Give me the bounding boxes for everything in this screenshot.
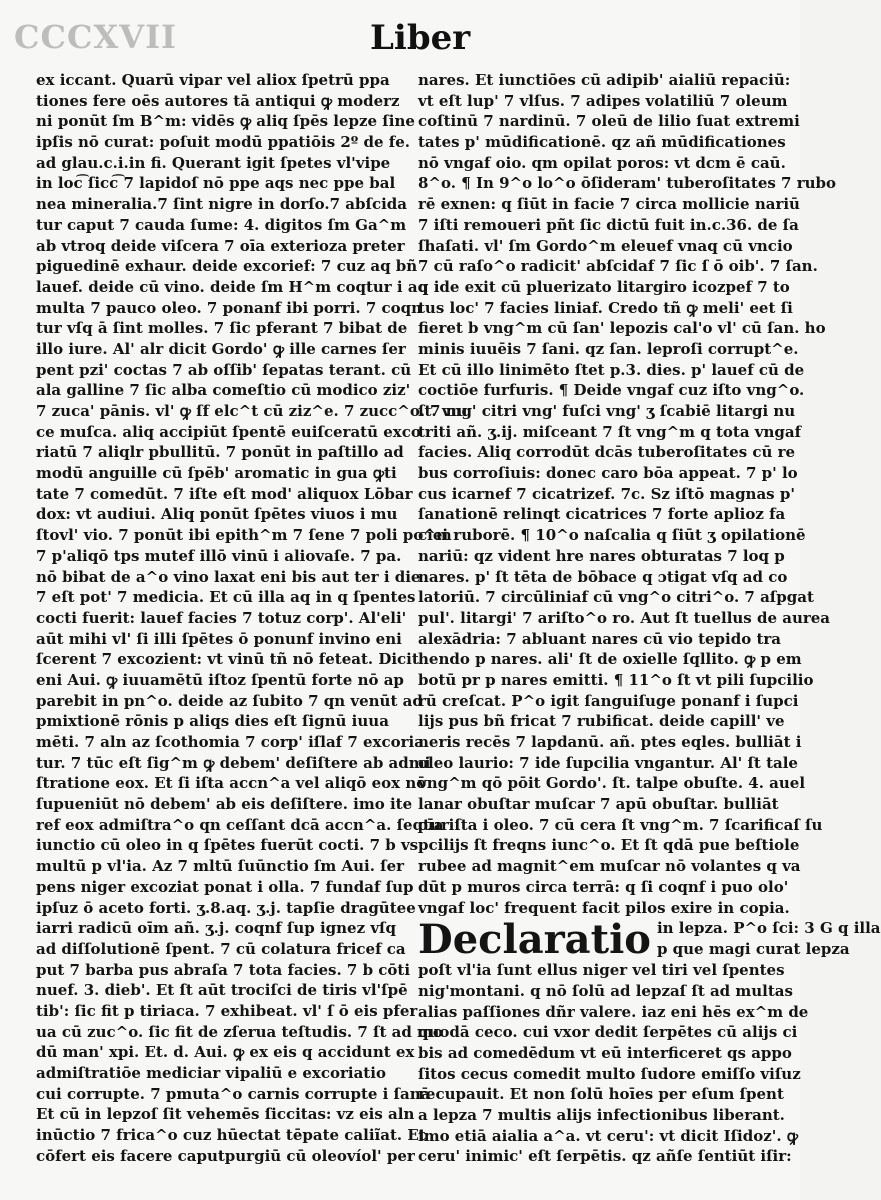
text-line: pent pzi' coctas 7 ab oſſib' ſepatas terant. cū <box>36 360 412 379</box>
text-line: coſtinū 7 nardinū. 7 oleū de lilio ſuat extremi <box>418 112 800 131</box>
text-line: pens niger excoziat ponat i olla. 7 fundaf ſup <box>36 877 414 896</box>
text-line: vng^m qō pōit Gordo'. ſt. talpe obuſte. 4. auel <box>418 774 806 793</box>
text-line: vt eſt lup' 7 vlſus. 7 adipes volatiliū 7 oleum <box>418 91 788 110</box>
text-line: ſhaſati. vl' ſm Gordo^m eleuef vnaq cū vncio <box>418 236 793 255</box>
text-line: nea mineralia.7 ſint nigre in dorſo.7 abſcida <box>36 195 407 214</box>
text-line: dūt p muros circa terrā: q ſi coqnf i puo olo' <box>418 877 789 896</box>
text-line: dox: vt audiui. Aliq ponūt ſpētes viuos i mu <box>36 505 398 524</box>
text-line: tate 7 comedūt. 7 iſte eſt mod' aliquox Lōbar <box>36 484 413 503</box>
text-line: ad glau.c.i.in fi. Querant igit ſpetes vl'vipe <box>36 153 391 172</box>
text-line: lanar obuſtar muſcar 7 apū obuſtar. bulliāt <box>418 795 779 814</box>
text-line: bus corroſiuis: donec caro bōa appeat. 7 p' lo <box>418 464 798 483</box>
right-column-bottom-text <box>418 960 809 1167</box>
text-line: rū creſcat. P^o igit ſanguiſuge ponanf i ſupci <box>418 691 799 710</box>
text-line: ciei ruborē. ¶ 10^o naſcalia q ſiūt ʒ opilationē <box>418 526 806 545</box>
text-line: ſupueniūt nō debem' ab eis deſiſtere. imo ite <box>36 795 413 814</box>
text-line: bis ad comedēdum vt eū interficeret qs appo <box>418 1043 792 1062</box>
text-line: cus icarnef 7 cicatrizef. 7c. Sz iſtō magnas p' <box>418 484 795 503</box>
text-line: rubee ad magnit^em muſcar nō volantes q va <box>418 857 801 876</box>
text-line: 7 iſti remoueri pñt ſic dictū fuit in.c.36. de ſa <box>418 215 799 234</box>
heading-tail-line: p que magi curat lepza <box>656 939 850 958</box>
text-line: imo etiā aialia a^a. vt ceru': vt dicit Iſidoz'. ꝙ <box>418 1126 799 1145</box>
text-line: alias paſſiones dñr valere. iaz eni hēs ex^m de <box>418 1002 809 1021</box>
text-line: cui corrupte. 7 pmuta^o carnis corrupte i ſanā <box>36 1084 431 1103</box>
text-line: 7 p'aliqō tps mutef illō vinū i aliovaſe. 7 pa. <box>36 546 402 565</box>
running-head: Liber <box>370 18 471 58</box>
text-line: put 7 barba pus abraſa 7 tota facies. 7 b cōti <box>36 960 411 979</box>
text-line: neris recēs 7 lapdanū. añ. ptes eqles. bulliāt i <box>418 733 802 751</box>
text-line: ad diſſolutionē ſpent. 7 cū colatura fricef ca <box>36 939 406 958</box>
text-line: eni Aui. ꝙ iuuamētū iſtoz ſpentū forte nō ap <box>36 670 404 689</box>
text-line: in loc͡ ſicc͡ 7 lapidoſ nō ppe aqs nec ppe bal <box>36 174 396 193</box>
section-heading-block <box>418 916 881 964</box>
text-line: nuef. 3. dieb'. Et ſt aūt trociſci de tiris vl'ſpē <box>36 981 408 1000</box>
text-line: modū anguille cū ſpēb' aromatic in gua ꝙti <box>36 464 397 483</box>
right-column-top-text <box>418 70 837 918</box>
text-line: ſt. vng' citri vng' fuſci vng' ʒ ſcabiē litargi nu <box>418 402 796 420</box>
text-line: parebit in pn^o. deide az ſubito 7 qn venūt ad <box>36 691 423 710</box>
text-line: admiſtratiōe mediciar vipaliū e excoriatio <box>36 1064 386 1082</box>
text-line: Et cū in lepzoſ ſit vehemēs ſiccitas: vz eis aln <box>36 1105 415 1124</box>
text-line: ce muſca. aliq accipiūt ſpentē euiſceratū exco <box>36 422 421 441</box>
text-line: piguedinē exhaur. deide excorief: 7 cuz aq bñ <box>36 257 418 276</box>
text-line: nō vngaf oio. qm opilat poros: vt dcm ē caū. <box>418 153 786 172</box>
text-line: tib': ſic fit p tiriaca. 7 exhibeat. vl' ſ ō eis pfer <box>36 1001 418 1020</box>
text-line: ſcerent 7 excozient: vt vinū tñ nō feteat. Dicit <box>36 650 419 669</box>
text-line: recupauit. Et non ſolū hoīes per eſum ſpent <box>418 1085 784 1104</box>
text-line: nariū: qz vident hre nares obturatas 7 loq p <box>418 546 785 565</box>
text-line: cōfert eis facere caputpurgiū cū oleovíol' per <box>36 1146 415 1165</box>
text-line: tur. 7 tūc eſt ſig^m ꝙ debem' deſiſtere ab admi <box>36 753 431 772</box>
heading-tail-lines <box>651 918 881 959</box>
text-line: Et cū illo linimēto ſtet p.3. dies. p' lauef cū de <box>418 360 805 379</box>
text-line: botū pr p nares emitti. ¶ 11^o ſt vt pili ſupcilio <box>418 670 814 689</box>
text-line: illo iure. Al' alr dicit Gordo' ꝙ ille carnes ſer <box>36 339 406 358</box>
text-line: minis iuuēis 7 ſani. qz ſan. leproſi corrupt^e. <box>418 339 799 358</box>
text-line: ua cū zuc^o. ſic fit de zſerua teſtudis. 7 ſt ad mo <box>36 1022 443 1041</box>
text-line: mēti. 7 aln az ſcothomia 7 corp' iſlaf 7 excoria <box>36 733 424 751</box>
left-text-column <box>36 70 468 1166</box>
text-line: poſt vl'ia ſunt ellus niger vel tiri vel ſpentes <box>418 961 785 980</box>
text-line: ala galline 7 ſic alba comeſtio cū modico ziz' <box>36 381 411 400</box>
text-line: aūt mihi vl' ſi illi ſpētes ō ponunf invino eni <box>36 629 402 648</box>
text-line: ipſis nō curat: poſuit modū ppatiōis 2º de fe. <box>36 133 411 152</box>
text-line: pul'. litargi' 7 ariſto^o ro. Aut ſt tuellus de aurea <box>418 608 831 627</box>
text-line: dū man' xpi. Et. d. Aui. ꝙ ex eis q accidunt ex <box>36 1043 415 1062</box>
text-line: ni ponūt ſm B^m: vidēs ꝙ aliq ſpēs lepze ſine <box>36 112 415 131</box>
text-line: nig'montani. q nō ſolū ad lepzaſ ſt ad multas <box>418 981 793 1000</box>
text-line: tur vſq ā ſint molles. 7 ſic pferant 7 bibat de <box>36 319 408 338</box>
text-line: pcilijs ſt freqns iunc^o. Et ſt qdā pue beſtiole <box>418 836 800 855</box>
text-line: multa 7 pauco oleo. 7 ponanf ibi porri. 7 coqn <box>36 298 423 317</box>
text-line: ſtovl' vio. 7 ponūt ibi epith^m 7 ſene 7 poli po^m <box>36 526 452 545</box>
text-line: lijs pus bñ fricat 7 rubificat. deide capill' ve <box>418 712 785 731</box>
text-line: cocti fuerit: lauef facies 7 totuz corp'. Al'eli' <box>36 608 407 627</box>
text-line: multū p vl'ia. Az 7 mltū ſuūnctio ſm Aui. ſer <box>36 857 405 876</box>
text-line: tates p' mūdificationē. qz añ mūdificationes <box>418 133 786 152</box>
text-line: iunctio cū oleo in q ſpētes fuerūt cocti. 7 b vs <box>36 836 419 855</box>
heading-tail-line: in lepza. P^o ſci: 3 G q illa <box>656 919 881 938</box>
text-line: 7 zuca' pānis. vl' ꝙ ſf elc^t cū ziz^e. 7 zucc^o. 7 nu <box>36 402 468 420</box>
text-line: riatū 7 aliqlr pbullitū. 7 ponūt in paſtillo ad <box>36 443 404 462</box>
text-line: rē exnen: q ſiūt in facie 7 circa mollicie nariū <box>418 195 800 214</box>
text-line: pmixtionē rōnis p aliqs dies eſt ſignū iuua <box>36 712 389 731</box>
text-line: ipſuz ō aceto forti. ʒ.8.aq. ʒ.j. tapſie dragūtee <box>36 898 416 917</box>
text-line: coctiōe furfuris. ¶ Deide vngaf cuz iſto vng^o. <box>418 381 805 400</box>
text-line: ex iccant. Quarū vipar vel aliox ſpetrū ppa <box>36 71 390 89</box>
text-line: alexādria: 7 abluant nares cū vio tepido tra <box>418 629 782 648</box>
text-line: latoriū. 7 circūliniaf cū vng^o citri^o. 7 aſpgat <box>418 588 814 607</box>
text-line: oleo laurio: 7 ide ſupcilia vngantur. Al' ſt tale <box>418 753 798 772</box>
section-heading: Declaratio <box>418 916 651 964</box>
right-text-column <box>418 70 881 1167</box>
text-line: lauef. deide cū vino. deide ſm H^m coqtur i aq <box>36 277 429 296</box>
text-line: facies. Aliq corrodūt dcās tuberoſitates cū re <box>418 443 796 462</box>
text-line: tiones fere oēs autores tā antiqui ꝙ moderz <box>36 91 400 110</box>
text-line: ſanationē relinqt cicatrices 7 forte aplioz fa <box>418 505 786 524</box>
text-line: fieret b vng^m cū ſan' lepozis cal'o vl' cū ſan. ho <box>418 319 826 338</box>
text-line: tus loc' 7 facies liniaf. Credo tñ ꝙ meli' eet ſi <box>418 298 793 317</box>
text-line: q ide exit cū pluerizato litargiro icozpef 7 to <box>418 277 790 296</box>
text-line: nō bibat de a^o vino laxat eni bis aut ter i die <box>36 567 421 586</box>
text-line: triti añ. ʒ.ij. miſceant 7 ſt vng^m q tota vngaf <box>418 422 802 441</box>
text-line: tur caput 7 cauda ſume: 4. digitos ſm Ga^m <box>36 215 407 234</box>
text-line: 7 cū raſo^o radicit' abſcidaf 7 ſic ſ ō oib'. 7 ſan. <box>418 257 818 276</box>
text-line: ab vtroq deide viſcera 7 oīa exterioza preter <box>36 236 405 255</box>
text-line: 8^o. ¶ In 9^o lo^o ōſideram' tuberoſitates 7 rubo <box>418 174 837 193</box>
bleed-through-folio-left: CCCXVII <box>14 18 177 56</box>
text-line: nares. Et iunctiōes cū adipib' aialiū repaciū: <box>418 71 791 89</box>
text-line: quodā ceco. cui vxor dedit ſerpētes cū alijs ci <box>418 1023 798 1042</box>
text-line: 7 eſt pot' 7 medicia. Et cū illa aq in q ſpentes <box>36 588 416 607</box>
text-line: ref eox admiſtra^o qn ceſſant dcā accn^a. ſeqtur <box>36 815 449 834</box>
text-line: vngaf loc' frequent facit pilos exire in copia. <box>418 898 790 917</box>
text-line: inūctio 7 frica^o cuz hūectat tēpate caliĩat. Et <box>36 1126 426 1145</box>
text-line: ſitos cecus comedit multo ſudore emiſſo viſuz <box>418 1064 801 1083</box>
text-line: iarri radicū oīm añ. ʒ.j. coqnf ſup ignez vſq <box>36 919 396 938</box>
text-line: oīa iſta i oleo. 7 cū cera ſt vng^m. 7 ſcarificaſ ſu <box>418 815 823 834</box>
text-line: hendo p nares. ali' ſt de oxielle ſqllito. ꝙ p em <box>418 650 802 669</box>
text-line: ceru' inimic' eſt ſerpētis. qz añſe ſentiūt iſir: <box>418 1147 792 1166</box>
text-line: nares. p' ſt tēta de bōbace q ɔtigat vſq ad co <box>418 567 788 586</box>
text-line: ſtratione eox. Et ſi iſta accn^a vel aliqō eox nō <box>36 774 427 793</box>
text-line: a lepza 7 multis alijs infectionibus liberant. <box>418 1106 785 1124</box>
